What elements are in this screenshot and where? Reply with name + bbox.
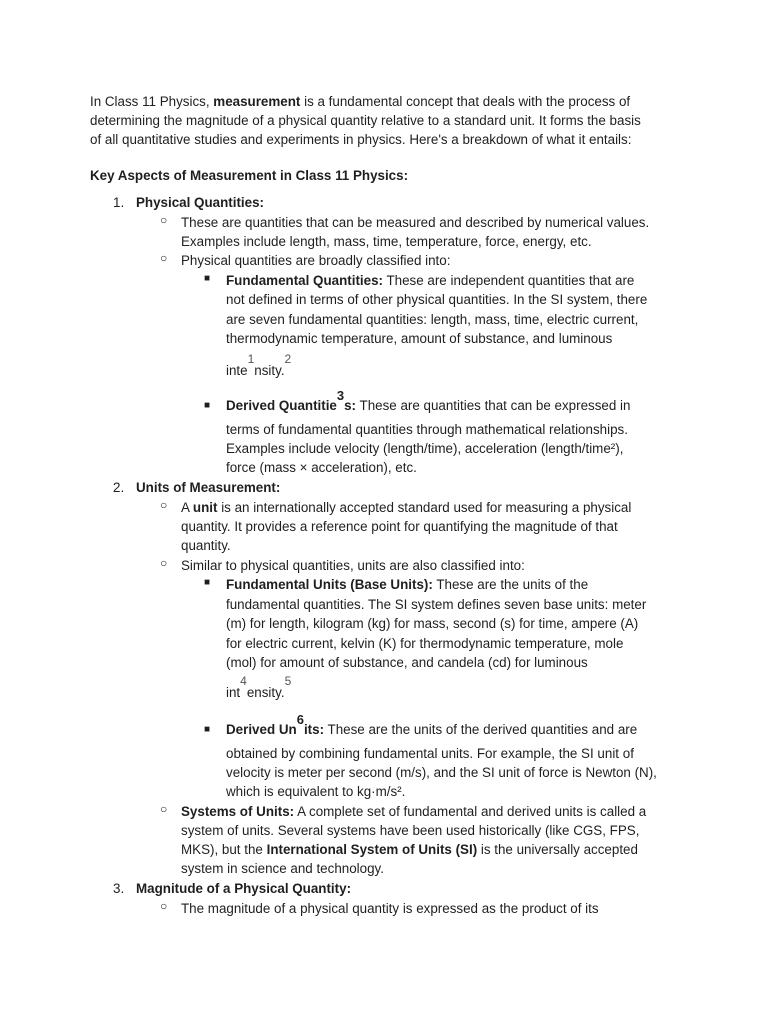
- section-heading: Key Aspects of Measurement in Class 11 Physics:: [90, 168, 409, 183]
- derived-units-title: Derived Un: [226, 722, 297, 737]
- systems-of-units-text: A complete set of fundamental and derived units is called a: [294, 804, 647, 819]
- citation-4[interactable]: 4: [240, 674, 247, 688]
- list-number-2: 2.: [113, 480, 125, 495]
- circle-bullet-icon: ○: [160, 498, 168, 512]
- square-bullet-icon: ■: [204, 724, 211, 735]
- systems-of-units-line-2: system of units. Several systems have been used historically (like CGS, FPS,: [181, 823, 640, 838]
- intro-text: In Class 11 Physics,: [90, 94, 214, 109]
- derived-units-line-2: obtained by combining fundamental units. For example, the SI unit of: [226, 746, 634, 761]
- si-bold: International System of Units (SI): [266, 842, 478, 857]
- citation-2[interactable]: 2: [284, 352, 292, 366]
- text-fragment: inte: [226, 363, 248, 378]
- s2-bullet-2: Similar to physical quantities, units are also classified into:: [181, 558, 525, 573]
- derived-quantities-line-1: [226, 388, 631, 415]
- text-fragment: A: [181, 500, 193, 515]
- intro-line-1: [90, 92, 630, 111]
- fundamental-units-line-1: [226, 575, 588, 594]
- derived-quantities-line-2: terms of fundamental quantities through mathematical relationships.: [226, 422, 628, 437]
- intro-line-2: determining the magnitude of a physical quantity relative to a standard unit. It forms the basis: [90, 113, 641, 128]
- fundamental-quantities-line-4: thermodynamic temperature, amount of substance, and luminous: [226, 331, 613, 346]
- citation-6[interactable]: 6: [296, 712, 304, 727]
- circle-bullet-icon: ○: [160, 802, 168, 816]
- intro-text: is a fundamental concept that deals with the process of: [300, 94, 631, 109]
- measurement-bold: measurement: [213, 94, 301, 109]
- fundamental-units-line-6: [226, 674, 292, 703]
- fundamental-quantities-line-3: are seven fundamental quantities: length, mass, time, electric current,: [226, 312, 639, 327]
- fundamental-quantities-line-5: [226, 352, 292, 381]
- s2-bullet-1-line-3: quantity.: [181, 538, 231, 553]
- s1-bullet-1-line-1: These are quantities that can be measured and described by numerical values.: [181, 215, 650, 230]
- circle-bullet-icon: ○: [160, 251, 168, 265]
- text-fragment: is an internationally accepted standard used for measuring a physical: [217, 500, 632, 515]
- derived-quantities-title: Derived Quantitie: [226, 398, 337, 413]
- fundamental-units-line-2: fundamental quantities. The SI system defines seven base units: meter: [226, 597, 647, 612]
- derived-units-line-3: velocity is meter per second (m/s), and the SI unit of force is Newton (N),: [226, 765, 657, 780]
- citation-3[interactable]: 3: [336, 388, 345, 403]
- citation-5[interactable]: 5: [284, 674, 292, 688]
- square-bullet-icon: ■: [204, 273, 211, 284]
- s1-bullet-2: Physical quantities are broadly classified into:: [181, 253, 451, 268]
- fundamental-units-title: Fundamental Units (Base Units):: [226, 577, 433, 592]
- square-bullet-icon: ■: [204, 400, 211, 411]
- fundamental-quantities-line-2: not defined in terms of other physical quantities. In the SI system, there: [226, 292, 648, 307]
- fundamental-quantities-title: Fundamental Quantities:: [226, 273, 383, 288]
- s1-bullet-1-line-2: Examples include length, mass, time, temperature, force, energy, etc.: [181, 234, 592, 249]
- systems-of-units-line-4: system in science and technology.: [181, 861, 384, 876]
- text-fragment: nsity.: [254, 363, 285, 378]
- fundamental-quantities-text: These are independent quantities that are: [382, 273, 635, 288]
- section-1-title: Physical Quantities:: [136, 195, 264, 210]
- unit-bold: unit: [192, 500, 218, 515]
- text-fragment: is the universally accepted: [477, 842, 638, 857]
- list-number-1: 1.: [113, 195, 125, 210]
- fundamental-units-line-5: (mol) for amount of substance, and candela (cd) for luminous: [226, 655, 588, 670]
- intro-line-3: of all quantitative studies and experiments in physics. Here's a breakdown of what it entails:: [90, 132, 632, 147]
- s3-bullet-1: The magnitude of a physical quantity is expressed as the product of its: [181, 901, 599, 916]
- section-3-title: Magnitude of a Physical Quantity:: [136, 881, 352, 896]
- derived-units-line-4: which is equivalent to kg·m/s².: [226, 784, 406, 799]
- derived-units-text: These are the units of the derived quantities and are: [324, 722, 638, 737]
- systems-of-units-line-1: [181, 802, 646, 821]
- square-bullet-icon: ■: [204, 577, 211, 588]
- derived-quantities-title: s:: [344, 398, 357, 413]
- fundamental-units-line-4: for electric current, kelvin (K) for thermodynamic temperature, mole: [226, 636, 624, 651]
- circle-bullet-icon: ○: [160, 213, 168, 227]
- derived-quantities-text: These are quantities that can be expressed in: [356, 398, 631, 413]
- circle-bullet-icon: ○: [160, 556, 168, 570]
- text-fragment: int: [226, 685, 241, 700]
- text-fragment: MKS), but the: [181, 842, 267, 857]
- citation-1[interactable]: 1: [247, 352, 255, 366]
- fundamental-units-text: These are the units of the: [432, 577, 589, 592]
- list-number-3: 3.: [113, 881, 125, 896]
- section-2-title: Units of Measurement:: [136, 480, 281, 495]
- fundamental-units-line-3: (m) for length, kilogram (kg) for mass, second (s) for time, ampere (A): [226, 616, 639, 631]
- derived-units-title: its:: [303, 722, 325, 737]
- s2-bullet-1-line-2: quantity. It provides a reference point for quantifying the magnitude of that: [181, 519, 618, 534]
- s2-bullet-1-line-1: [181, 498, 631, 517]
- circle-bullet-icon: ○: [160, 899, 168, 913]
- systems-of-units-line-3: [181, 840, 638, 859]
- systems-of-units-title: Systems of Units:: [181, 804, 295, 819]
- derived-units-line-1: [226, 712, 638, 739]
- fundamental-quantities-line-1: [226, 271, 634, 290]
- text-fragment: ensity.: [246, 685, 285, 700]
- derived-quantities-line-4: force (mass × acceleration), etc.: [226, 460, 417, 475]
- derived-quantities-line-3: Examples include velocity (length/time), acceleration (length/time²),: [226, 441, 624, 456]
